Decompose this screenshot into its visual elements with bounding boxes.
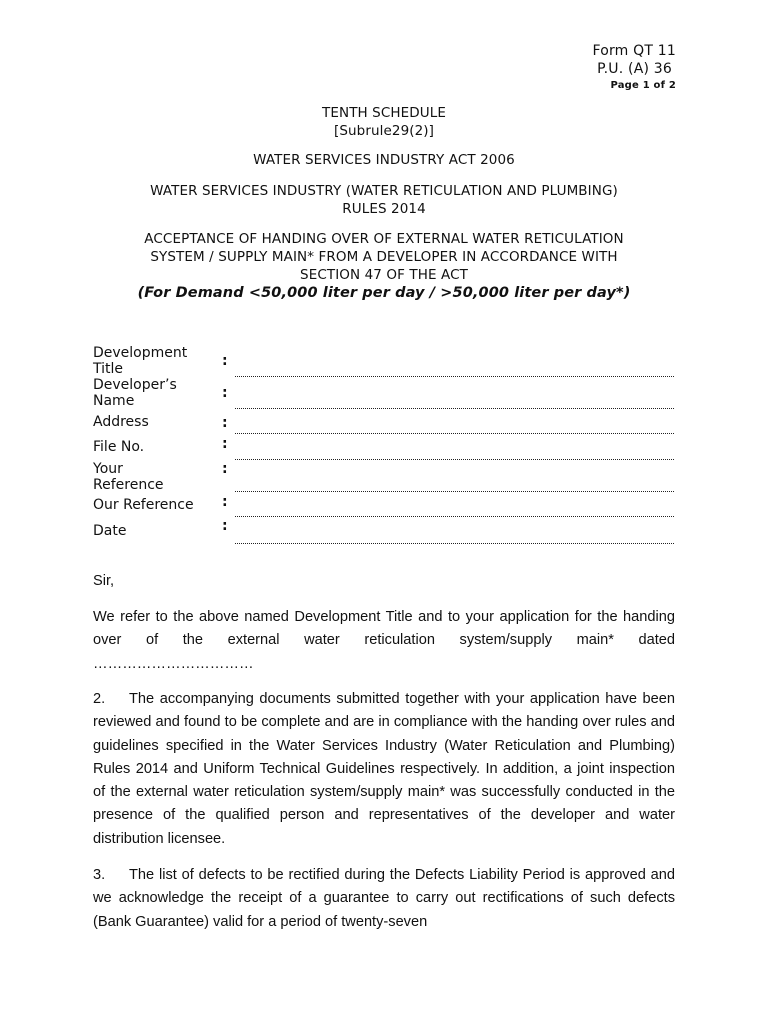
paragraph-1: We refer to the above named Development Title and to your application for the handing over of the external water reticulation system/supply main* dated …………………………… [93, 609, 675, 672]
field-colon: : [222, 415, 228, 431]
address-input-line[interactable] [235, 433, 674, 434]
field-label-file-no: File No. [93, 439, 145, 455]
subrule-title: [Subrule29(2)] [333, 123, 435, 139]
acceptance-title-line3: SECTION 47 OF THE ACT [300, 267, 468, 283]
paragraph-3-number: 3. [93, 867, 106, 883]
field-label-our-reference: Our Reference [93, 497, 194, 513]
field-colon: : [222, 436, 228, 452]
demand-subtitle: (For Demand <50,000 liter per day / >50,000 liter per day*) [137, 285, 631, 301]
form-code: Form QT 11 [592, 43, 676, 59]
developers-name-input-line[interactable] [235, 408, 674, 409]
field-label-address: Address [93, 414, 149, 430]
field-colon: : [222, 518, 228, 534]
act-title: WATER SERVICES INDUSTRY ACT 2006 [253, 152, 515, 168]
paragraph-3 [93, 864, 675, 934]
file-no-input-line[interactable] [235, 459, 674, 460]
field-label-development-title: Development Title [93, 345, 188, 377]
your-reference-input-line[interactable] [235, 491, 674, 492]
acceptance-title-line2: SYSTEM / SUPPLY MAIN* FROM A DEVELOPER IN ACCORDANCE WITH [150, 249, 618, 265]
rules-title-line2: RULES 2014 [342, 201, 426, 217]
field-colon: : [222, 461, 228, 477]
schedule-title: TENTH SCHEDULE [322, 105, 446, 121]
date-input-line[interactable] [235, 543, 674, 544]
field-colon: : [222, 385, 228, 401]
field-colon: : [222, 494, 228, 510]
salutation: Sir, [93, 573, 115, 589]
field-colon: : [222, 353, 228, 369]
paragraph-2 [93, 688, 675, 851]
paragraph-3-text: The list of defects to be rectified during the Defects Liability Period is approved and we acknowledge the receipt of a guarantee to carry out rectifications of such defects (Bank Guarantee) valid for a period of twenty-seven [93, 867, 675, 930]
page-number: Page 1 of 2 [610, 80, 676, 91]
paragraph-2-text: The accompanying documents submitted together with your application have been reviewed and found to be complete and are in compliance with the handing over rules and guidelines specified in the Water Services Industry (Water Reticulation and Plumbing) Rules 2014 and Uniform Technical Guidelines respectively. In addition, a joint inspection of the external water reticulation system/supply main* was successfully conducted in the presence of the qualified person and representatives of the developer and water distribution licensee. [93, 691, 675, 847]
paragraph-2-number: 2. [93, 691, 106, 707]
field-label-date: Date [93, 523, 127, 539]
rules-title-line1: WATER SERVICES INDUSTRY (WATER RETICULATION AND PLUMBING) [150, 183, 618, 199]
our-reference-input-line[interactable] [235, 516, 674, 517]
acceptance-title-line1: ACCEPTANCE OF HANDING OVER OF EXTERNAL WATER RETICULATION [144, 231, 624, 247]
pu-reference: P.U. (A) 36 [597, 61, 672, 77]
field-label-developers-name: Developer’s Name [93, 377, 177, 409]
development-title-input-line[interactable] [235, 376, 674, 377]
field-label-your-reference: Your Reference [93, 461, 164, 493]
